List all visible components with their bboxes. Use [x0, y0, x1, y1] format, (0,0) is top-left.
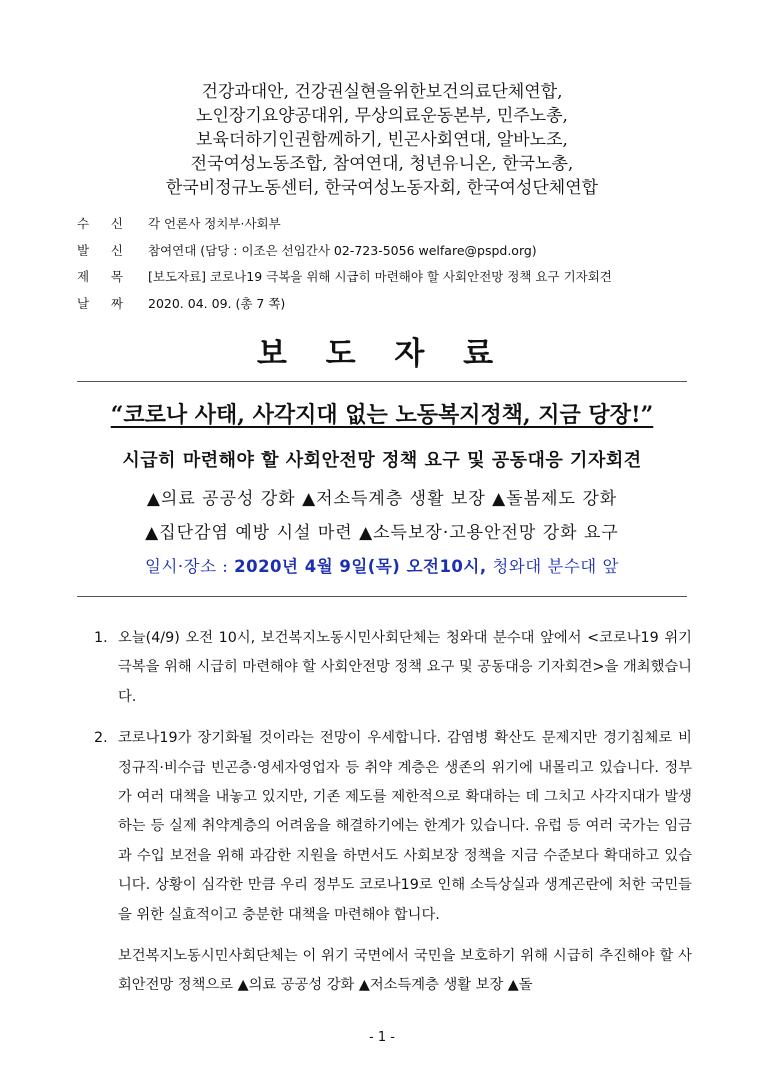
meta-value: [보도자료] 코로나19 극복을 위해 시급히 마련해야 할 사회안전망 정책 요구 기자회견 [148, 269, 612, 284]
paragraph-number: 1. [94, 630, 108, 646]
schedule-line [0, 553, 764, 577]
meta-key: 신 [110, 242, 123, 258]
top-divider [77, 381, 687, 382]
headline: “코로나 사태, 사각지대 없는 노동복지정책, 지금 당장!” [110, 402, 654, 428]
paragraph-number: 2. [94, 730, 108, 747]
paragraph-continuation: 보건복지노동시민사회단체는 이 위기 국면에서 국민을 보호하기 위해 시급히 추진해야 할 사회안전망 정책으로 ▲의료 공공성 강화 ▲저소득계층 생활 보장 ▲돌 [118, 948, 692, 994]
meta-sender [77, 238, 612, 265]
schedule-label: 일시·장소 : [145, 557, 235, 576]
organizations-line: 건강과대안, 건강권실현을위한보건의료단체연합, [201, 82, 563, 102]
bottom-divider [77, 596, 687, 597]
meta-recipient [77, 211, 612, 238]
document-meta [77, 211, 612, 317]
meta-key: 수 [77, 216, 90, 231]
page-number: - 1 - [369, 1030, 395, 1045]
meta-key: 짜 [110, 295, 123, 311]
meta-value: 참여연대 (담당 : 이조은 선임간사 02-723-5056 welfare@pspd.org) [148, 242, 537, 258]
subtitle: 시급히 마련해야 할 사회안전망 정책 요구 및 공동대응 기자회견 [122, 450, 642, 471]
meta-key: 제 [77, 269, 90, 284]
meta-value: 각 언론사 정치부·사회부 [148, 216, 281, 231]
demands-line: ▲집단감염 예방 시설 마련 ▲소득보장·고용안전망 강화 요구 [145, 523, 619, 543]
meta-date [77, 291, 612, 318]
organizations-line: 노인장기요양공대위, 무상의료운동본부, 민주노총, [196, 106, 568, 126]
meta-key: 목 [110, 269, 123, 284]
organizations-line: 전국여성노동조합, 참여연대, 청년유니온, 한국노총, [190, 154, 574, 174]
document-title: 보 도 자 료 [256, 336, 508, 372]
paragraph [94, 724, 692, 930]
paragraph-text: 오늘(4/9) 오전 10시, 보건복지노동시민사회단체는 청와대 분수대 앞에서 <코로나19 위기 극복을 위해 시급히 마련해야 할 사회안전망 정책 요구 및 공동대응 기자회견>을 개최했습니다. [118, 630, 692, 705]
meta-value: 2020. 04. 09. (총 7 쪽) [148, 295, 286, 311]
paragraph [94, 624, 692, 712]
demands-line: ▲의료 공공성 강화 ▲저소득계층 생활 보장 ▲돌봄제도 강화 [146, 489, 618, 509]
schedule-place: 청와대 분수대 앞 [486, 557, 619, 576]
organizations-line: 보육더하기인권함께하기, 빈곤사회연대, 알바노조, [196, 130, 568, 150]
body-text [94, 624, 692, 1001]
organizations-list [0, 80, 764, 200]
organizations-line: 한국비정규노동센터, 한국여성노동자회, 한국여성단체연합 [165, 178, 599, 198]
paragraph-text: 코로나19가 장기화될 것이라는 전망이 우세합니다. 감염병 확산도 문제지만 경기침체로 비정규직·비수급 빈곤층·영세자영업자 등 취약 계층은 생존의 위기에 내몰리고 있습니다. 정부가 여러 대책을 내놓고 있지만, 기존 제도를 제한적으로 확대하는 데 그치고 사각지대가 발생하는 등 실제 취약계층의 어려움을 해결하기에는 한계가 있습니다. 유럽 등 여러 국가는 임금과 수입 보전을 위해 과감한 지원을 하면서도 사회보장 정책을 지금 수준보다 확대하고 있습니다. 상황이 심각한 만큼 우리 정부도 코로나19로 인해 소득상실과 생계곤란에 처한 국민들을 위한 실효적이고 충분한 대책을 마련해야 합니다. [118, 730, 692, 923]
meta-key: 날 [77, 295, 90, 311]
meta-subject [77, 264, 612, 291]
meta-key: 신 [110, 216, 123, 231]
schedule-date: 2020년 4월 9일(목) 오전10시, [234, 557, 487, 576]
meta-key: 발 [77, 242, 90, 258]
